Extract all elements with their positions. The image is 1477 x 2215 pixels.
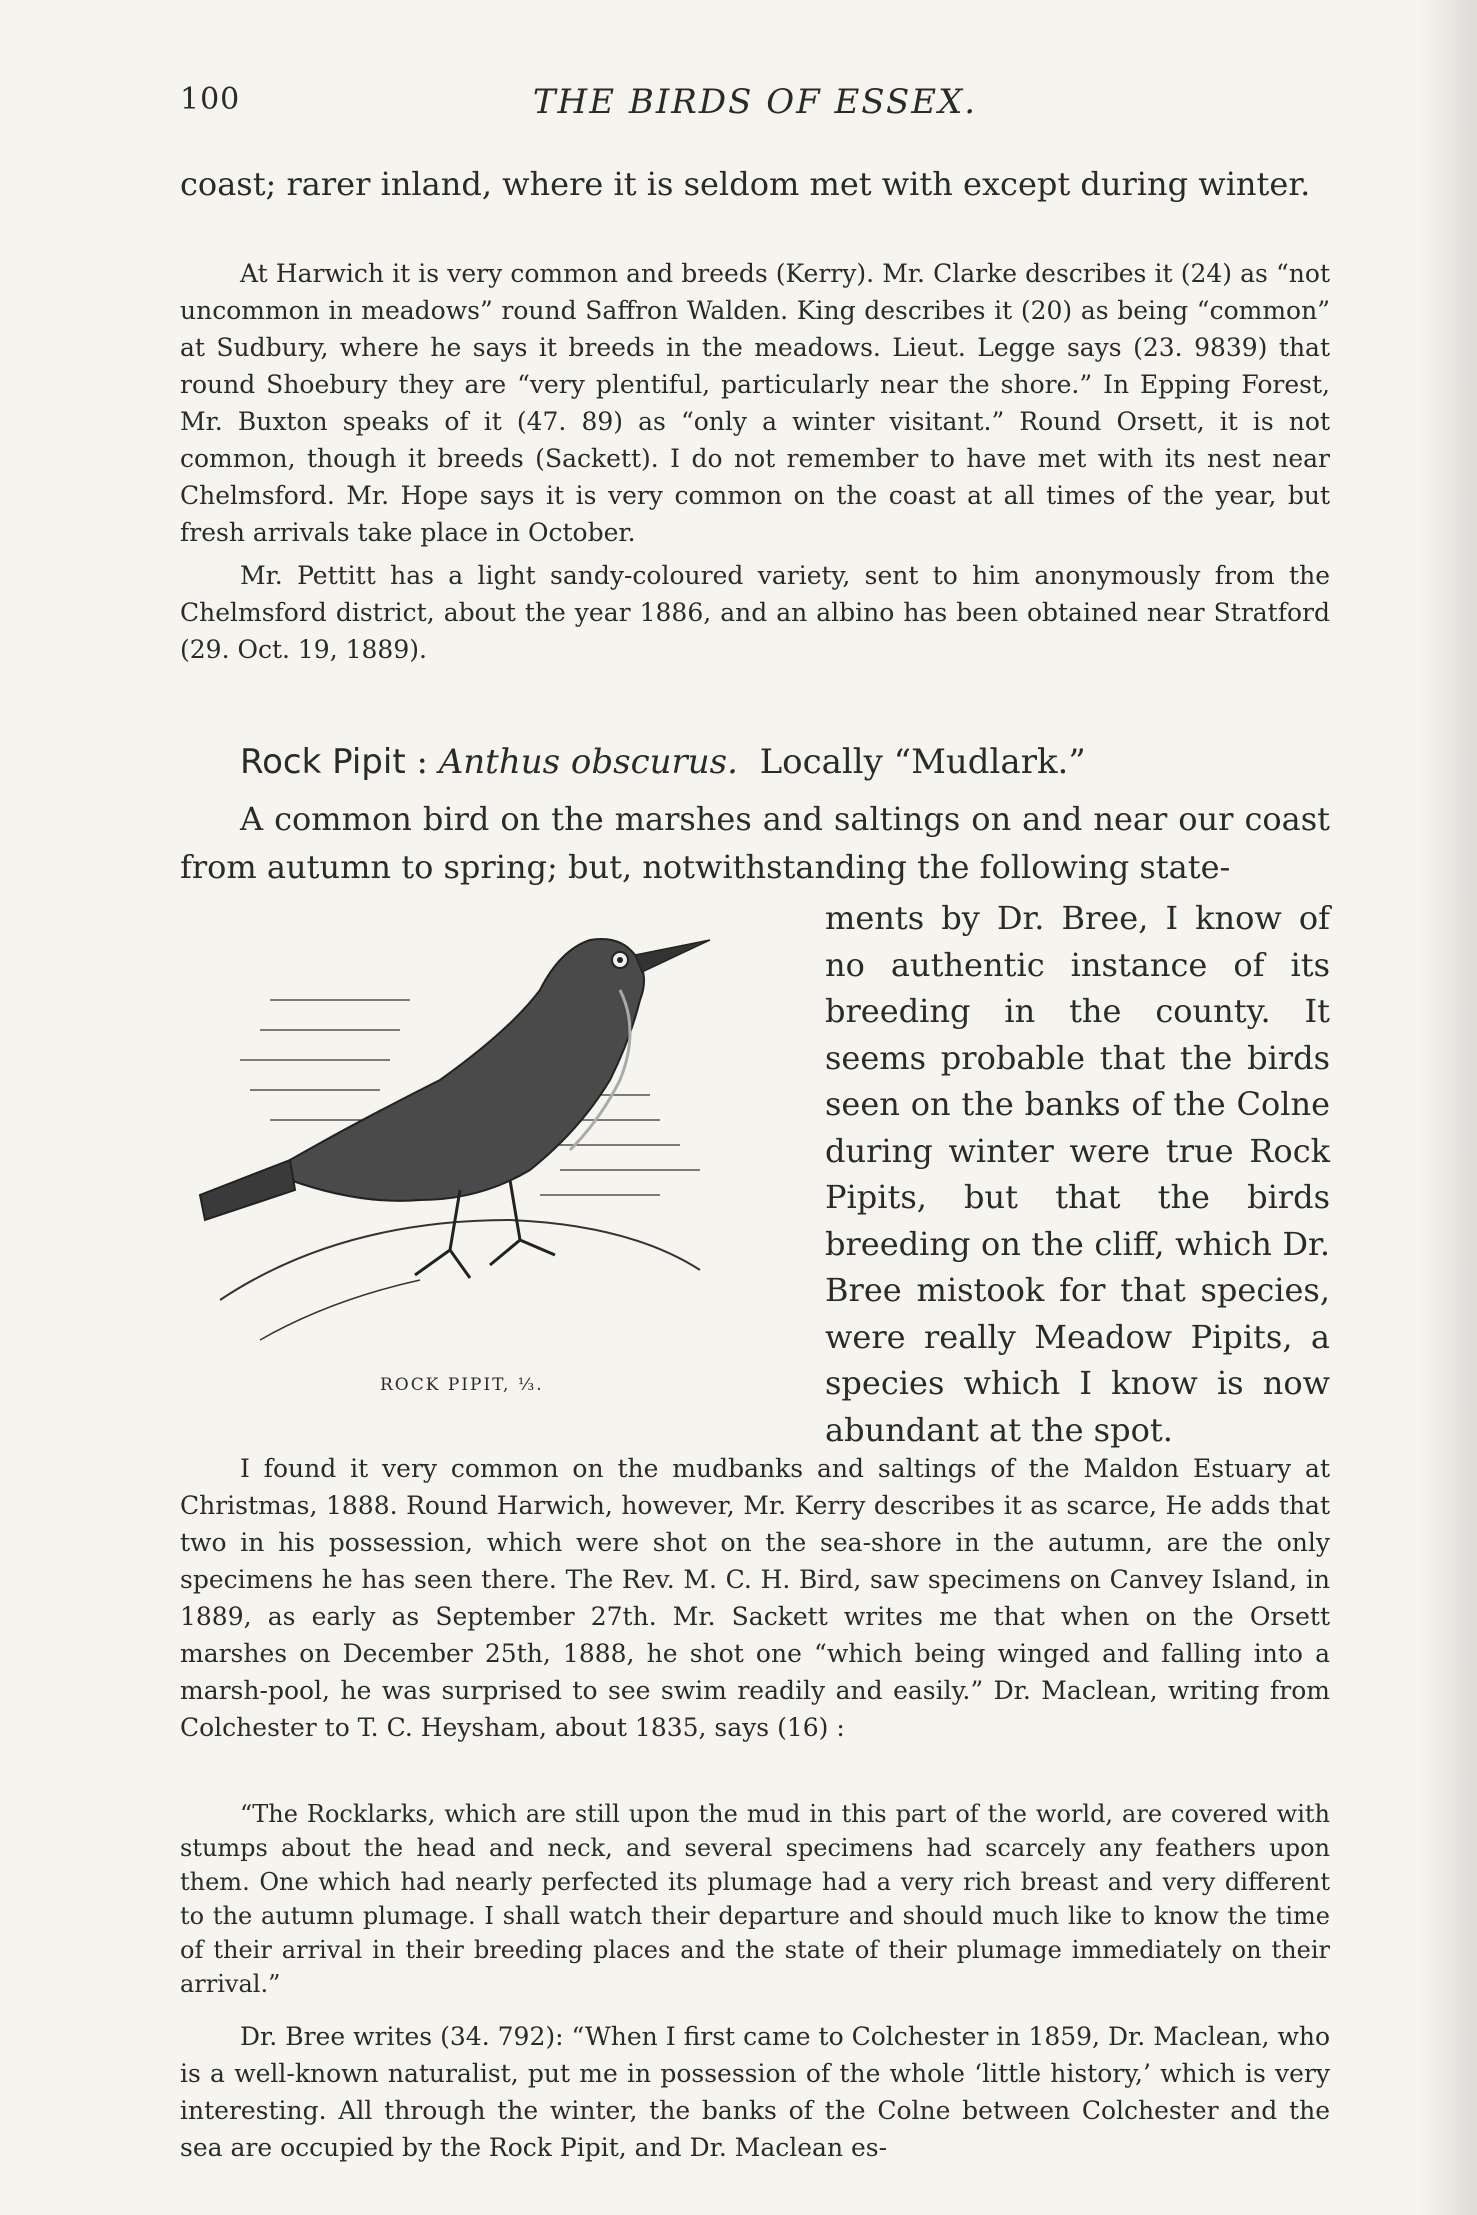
bree-block <box>180 2018 1330 2166</box>
paragraph-maldon: I found it very common on the mudbanks and saltings of the Maldon Estuary at Christmas, 1888. Round Harwich, however, Mr. Kerry describes it as scarce, He adds that two in his possession, which were shot on the sea-shore in the autumn, are the only specimens he has seen there. The Rev. M. C. H. Bird, saw specimens on Canvey Island, in 1889, as early as September 27th. Mr. Sackett writes me that when on the Orsett marshes on December 25th, 1888, he shot one “which being winged and falling into a marsh-pool, he was surprised to see swim readily and easily.” Dr. Maclean, writing from Colchester to T. C. Heysham, about 1835, says (16) : <box>180 1454 1330 1742</box>
rock-pipit-engraving-icon <box>180 880 810 1360</box>
meadow-pipit-end: coast; rarer inland, where it is seldom met with except during winter. <box>180 165 1311 203</box>
quote-rocklarks: “The Rocklarks, which are still upon the mud in this part of the world, are covered with stumps about the head and neck, and several specimens had scarcely any feathers upon them. One which had nearly perfected its plumage had a very rich breast and very different to the autumn plumage. I shall watch their departure and should much like to know the time of their arrival in their breeding places and the state of their plumage immediately on their arrival.” <box>180 1800 1330 1998</box>
meadow-pipit-continuation <box>180 160 1330 208</box>
page-number: 100 <box>180 82 241 117</box>
page-edge-shadow <box>1417 0 1477 2215</box>
rock-pipit-figure <box>180 880 810 1420</box>
heading-separator: : <box>405 742 439 782</box>
rock-pipit-intro-block <box>180 795 1330 891</box>
paragraph-pettitt: Mr. Pettitt has a light sandy-coloured variety, sent to him anonymously from the Chelmsford district, about the year 1886, and an albino has been obtained near Stratford (29. Oct. 19, 1889). <box>180 561 1330 664</box>
rock-pipit-wrap: ments by Dr. Bree, I know of no authentic instance of its breeding in the county. It seems probable that the birds seen on the banks of the Colne during winter were true Rock Pipits, but that the birds breeding on the cliff, which Dr. Bree mistook for that species, were really Meadow Pipits, a species which I know is now abundant at the spot. <box>825 899 1330 1449</box>
species-common-name: Rock Pipit <box>240 742 406 782</box>
running-title: THE BIRDS OF ESSEX. <box>532 82 978 122</box>
figure-caption: ROCK PIPIT, ⅓. <box>380 1375 544 1395</box>
species-local-name: Locally “Mudlark.” <box>759 742 1086 782</box>
paragraph-bree: Dr. Bree writes (34. 792): “When I first came to Colchester in 1859, Dr. Maclean, who is a well-known naturalist, put me in possession of the whole ‘little history,’ which is very interesting. All through the winter, the banks of the Colne between Colchester and the sea are occupied by the Rock Pipit, and Dr. Maclean es- <box>180 2022 1330 2162</box>
rock-pipit-records <box>180 1450 1330 1746</box>
rocklarks-quote-block <box>180 1797 1330 2001</box>
rock-pipit-intro: A common bird on the marshes and saltings on and near our coast from autumn to spring; but, notwithstanding the following state- <box>180 800 1330 886</box>
species-heading <box>240 738 1330 786</box>
paragraph-harwich: At Harwich it is very common and breeds (Kerry). Mr. Clarke describes it (24) as “not uncommon in meadows” round Saffron Walden. King describes it (20) as being “common” at Sudbury, where he says it breeds in the meadows. Lieut. Legge says (23. 9839) that round Shoebury they are “very plentiful, particularly near the shore.” In Epping Forest, Mr. Buxton speaks of it (47. 89) as “only a winter visitant.” Round Orsett, it is not common, though it breeds (Sackett). I do not remember to have met with its nest near Chelmsford. Mr. Hope says it is very common on the coast at all times of the year, but fresh arrivals take place in October. <box>180 259 1330 547</box>
species-latin-name: Anthus obscurus. <box>438 742 738 782</box>
rock-pipit-wrap-text <box>825 895 1330 1453</box>
meadow-pipit-notes <box>180 255 1330 668</box>
page-header <box>180 82 1330 132</box>
